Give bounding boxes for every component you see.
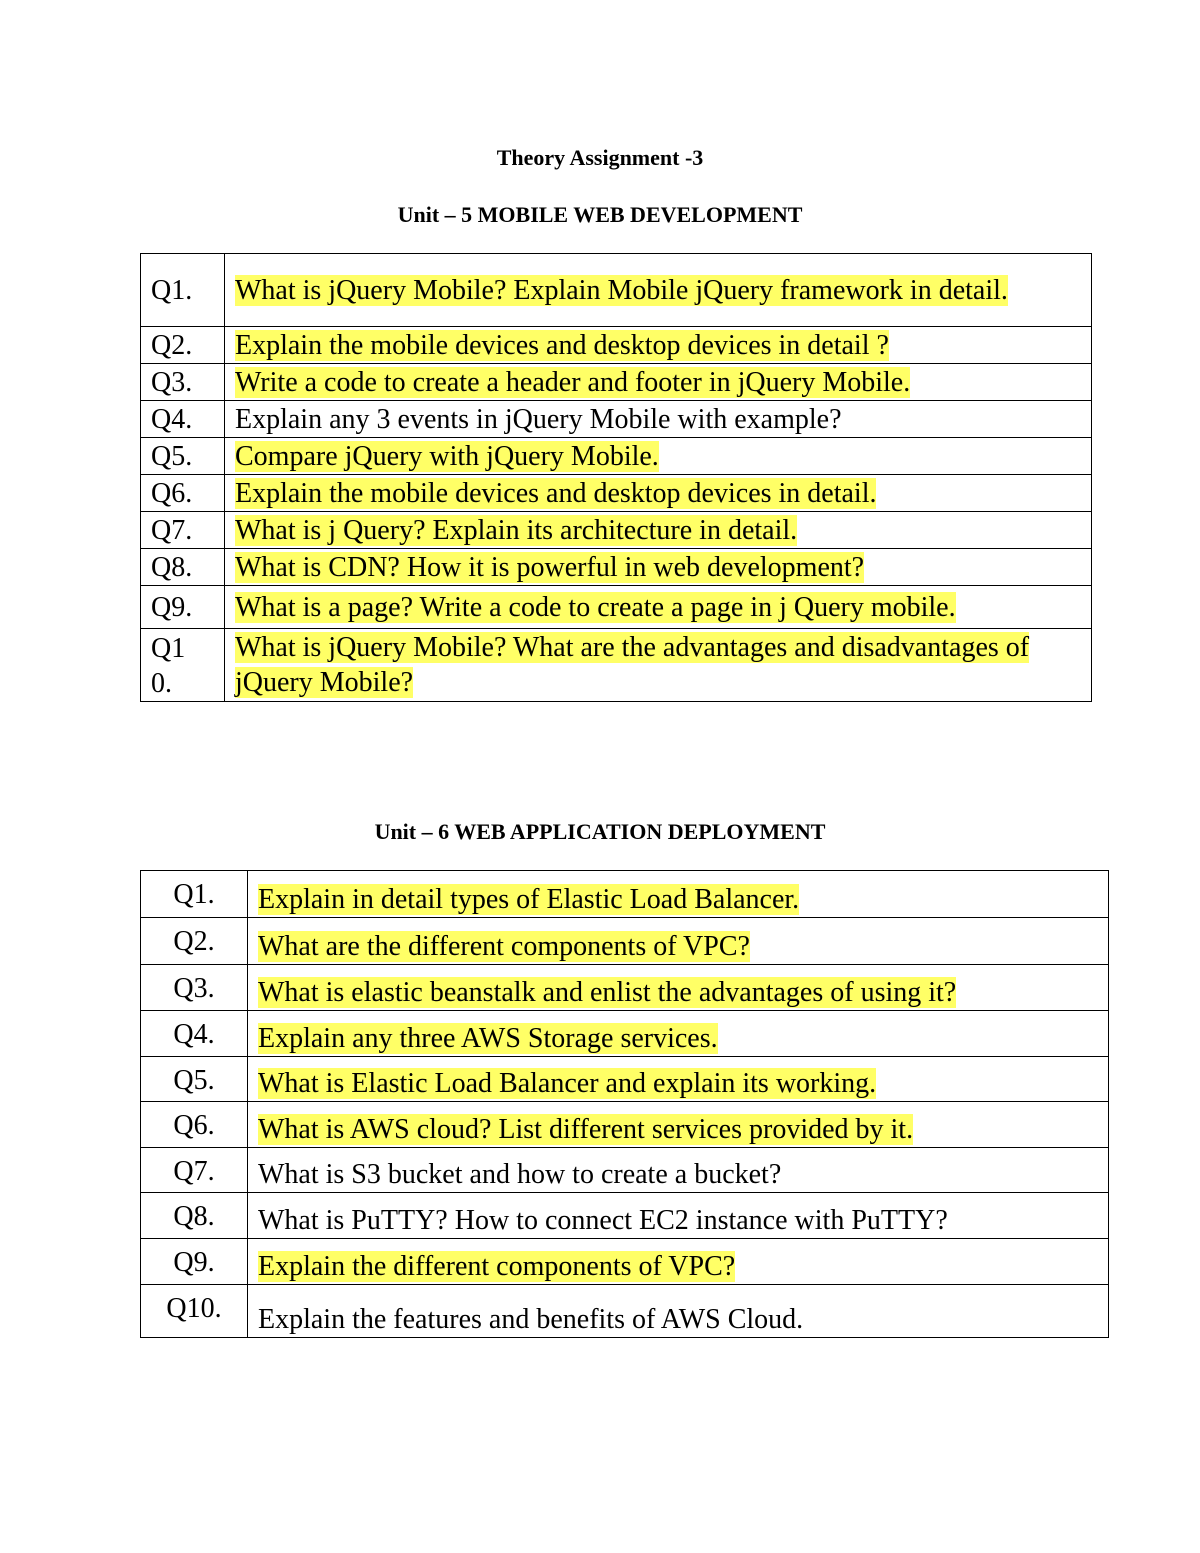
question-number: Q8. [141,1193,248,1239]
table-row [141,1285,1109,1338]
question-number: Q9. [141,1239,248,1285]
question-text [248,1148,1109,1193]
question-text [225,586,1092,629]
question-text-content: What is jQuery Mobile? Explain Mobile jQuery framework in detail. [235,274,1008,306]
question-text [248,1239,1109,1285]
question-text-content: Explain any 3 events in jQuery Mobile with example? [235,403,842,435]
table-row [141,327,1092,364]
document-title: Theory Assignment -3 [496,145,704,170]
table-row [141,549,1092,586]
question-text [248,1011,1109,1057]
question-text-content: Explain the different components of VPC? [258,1251,736,1282]
question-number: Q6. [141,1102,248,1148]
question-text-content: What are the different components of VPC? [258,931,750,962]
question-text [248,965,1109,1011]
question-text [248,1193,1109,1239]
question-text-content: Explain the features and benefits of AWS Cloud. [258,1304,804,1335]
table-row [141,1148,1109,1193]
question-text [225,512,1092,549]
question-text-content: Write a code to create a header and footer in jQuery Mobile. [235,366,911,398]
question-text-content: What is S3 bucket and how to create a bucket? [258,1159,782,1190]
question-text-content: Explain the mobile devices and desktop devices in detail ? [235,329,889,361]
question-text-content: What is jQuery Mobile? What are the advantages and disadvantages of jQuery Mobile? [235,632,1030,698]
question-text [225,629,1092,702]
question-number: Q9. [141,586,225,629]
question-text-content: Compare jQuery with jQuery Mobile. [235,440,659,472]
question-text-content: What is CDN? How it is powerful in web development? [235,551,865,583]
question-text-content: Explain the mobile devices and desktop devices in detail. [235,477,877,509]
question-number: Q3. [141,965,248,1011]
table-row [141,254,1092,327]
table-row [141,364,1092,401]
question-number: Q1. [141,871,248,918]
table-row [141,475,1092,512]
table-row [141,1239,1109,1285]
table-row [141,438,1092,475]
question-number: Q7. [141,512,225,549]
question-text [248,1102,1109,1148]
question-number: Q6. [141,475,225,512]
question-text-content: What is PuTTY? How to connect EC2 instance with PuTTY? [258,1205,948,1236]
question-number: Q5. [141,1057,248,1102]
unit5-question-table [140,253,1092,702]
question-text [225,438,1092,475]
question-number: Q8. [141,549,225,586]
question-text [248,871,1109,918]
table-row [141,512,1092,549]
table-row [141,1102,1109,1148]
question-text [248,1285,1109,1338]
question-number: Q1. [141,254,225,327]
question-text-content: What is AWS cloud? List different services provided by it. [258,1114,914,1145]
question-text-content: What is a page? Write a code to create a page in j Query mobile. [235,591,956,623]
question-text-content: What is j Query? Explain its architecture in detail. [235,514,798,546]
question-number: Q2. [141,327,225,364]
question-number: Q3. [141,364,225,401]
table-row [141,629,1092,702]
question-text [248,1057,1109,1102]
question-text-content: Explain in detail types of Elastic Load Balancer. [258,884,800,915]
question-number: Q2. [141,918,248,965]
table-row [141,1057,1109,1102]
table-row [141,586,1092,629]
question-number: Q7. [141,1148,248,1193]
unit6-question-table [140,870,1109,1338]
unit5-heading: Unit – 5 MOBILE WEB DEVELOPMENT [397,202,803,227]
question-number: Q10. [141,629,225,702]
question-text-content: Explain any three AWS Storage services. [258,1023,718,1054]
question-text-content: What is Elastic Load Balancer and explain its working. [258,1068,877,1099]
table-row [141,871,1109,918]
question-number: Q10. [141,1285,248,1338]
table-row [141,401,1092,438]
table-row [141,918,1109,965]
table-row [141,1193,1109,1239]
table-row [141,1011,1109,1057]
question-text [225,327,1092,364]
question-text-content: What is elastic beanstalk and enlist the advantages of using it? [258,977,957,1008]
question-text [225,364,1092,401]
unit6-heading: Unit – 6 WEB APPLICATION DEPLOYMENT [374,819,826,844]
question-text [225,549,1092,586]
question-text [225,401,1092,438]
question-number: Q5. [141,438,225,475]
table-row [141,965,1109,1011]
question-text [225,254,1092,327]
question-text [225,475,1092,512]
question-text [248,918,1109,965]
question-number: Q4. [141,401,225,438]
question-number: Q4. [141,1011,248,1057]
